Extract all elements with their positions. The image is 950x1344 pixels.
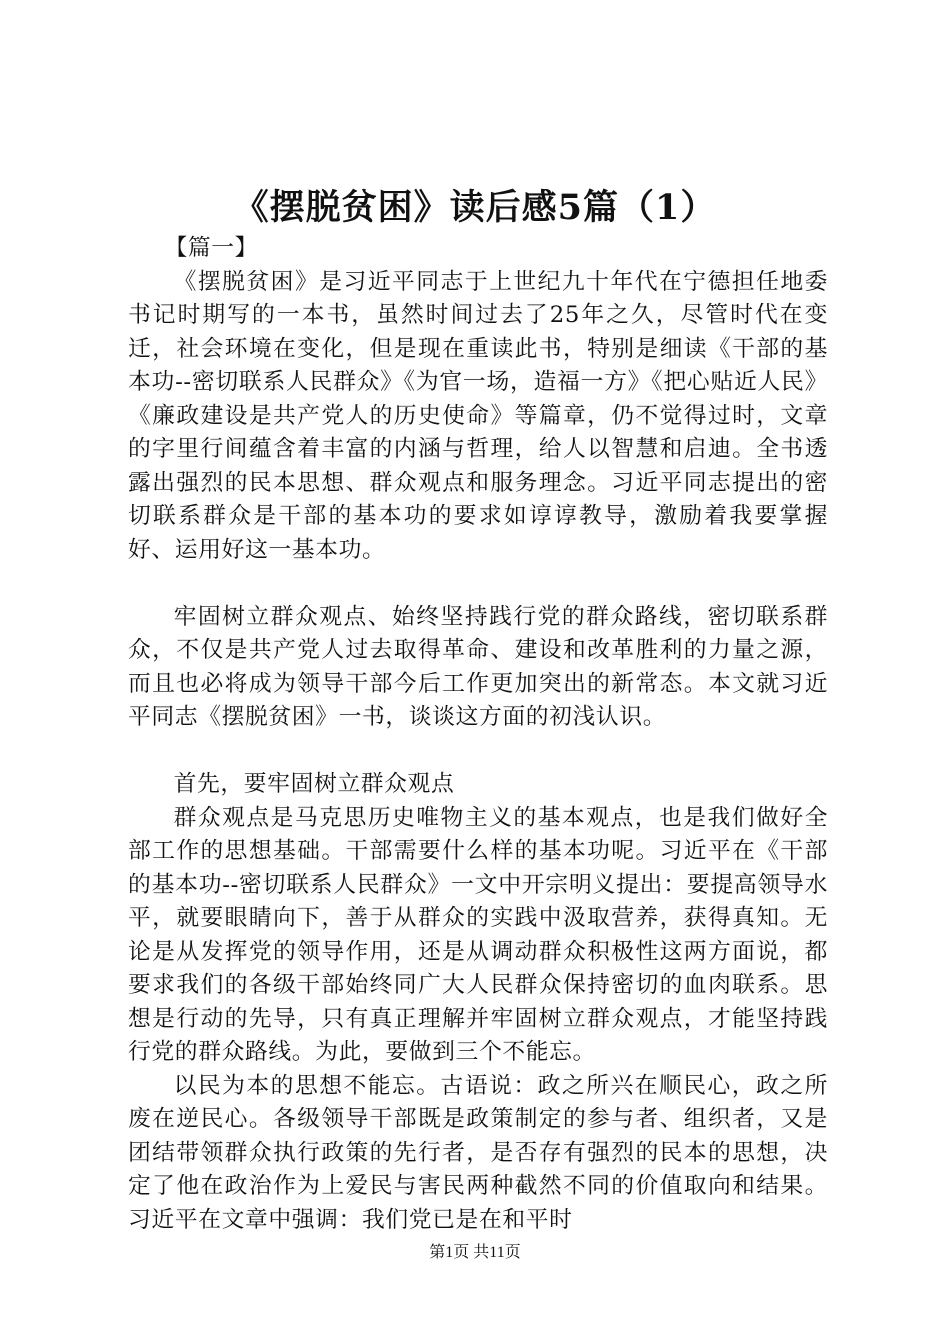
paragraph-intro: 《摆脱贫困》是习近平同志于上世纪九十年代在宁德担任地委书记时期写的一本书，虽然时间过去了25年之久，尽管时代在变迁，社会环境在变化，但是现在重读此书，特别是细读《干部的基本功--密切联系人民群众》《为官一场，造福一方》《把心贴近人民》《廉政建设是共产党人的历史使命》等篇章，仍不觉得过时，文章的字里行间蕴含着丰富的内涵与哲理，给人以智慧和启迪。全书透露出强烈的民本思想、群众观点和服务理念。习近平同志提出的密切联系群众是干部的基本功的要求如谆谆教导，激励着我要掌握好、运用好这一基本功。 [128, 268, 828, 563]
paragraph-mass-viewpoint: 群众观点是马克思历史唯物主义的基本观点，也是我们做好全部工作的思想基础。干部需要什么样的基本功呢。习近平在《干部的基本功--密切联系人民群众》一文中开宗明义提出：要提高领导水平，就要眼睛向下，善于从群众的实践中汲取营养，获得真知。无论是从发挥党的领导作用，还是从调动群众积极性这两方面说，都要求我们的各级干部始终同广大人民群众保持密切的血肉联系。思想是行动的先导，只有真正理解并牢固树立群众观点，才能坚持践行党的群众路线。为此，要做到三个不能忘。 [128, 804, 828, 1065]
subheading-first: 首先，要牢固树立群众观点 [173, 771, 455, 797]
section-label: 【篇一】 [164, 235, 259, 261]
paragraph-spacer [128, 567, 828, 601]
paragraph-mass-line: 牢固树立群众观点、始终坚持践行党的群众路线，密切联系群众，不仅是共产党人过去取得革命、建设和改革胜利的力量之源，而且也必将成为领导干部今后工作更加突出的新常态。本文就习近平同志《摆脱贫困》一书，谈谈这方面的初浅认识。 [128, 603, 828, 730]
page-footer: 第1页 共11页 [429, 1244, 521, 1261]
paragraph-people-oriented: 以民为本的思想不能忘。古语说：政之所兴在顺民心，政之所废在逆民心。各级领导干部既是政策制定的参与者、组织者，又是团结带领群众执行政策的先行者，是否存有强烈的民本的思想，决定了他在政治作为上爱民与害民两种截然不同的价值取向和结果。习近平在文章中强调：我们党已是在和平时 [128, 1072, 828, 1233]
document-body [128, 232, 828, 1237]
document-title: 《摆脱贫困》读后感5篇（1） [233, 187, 717, 228]
paragraph-spacer [128, 735, 828, 769]
